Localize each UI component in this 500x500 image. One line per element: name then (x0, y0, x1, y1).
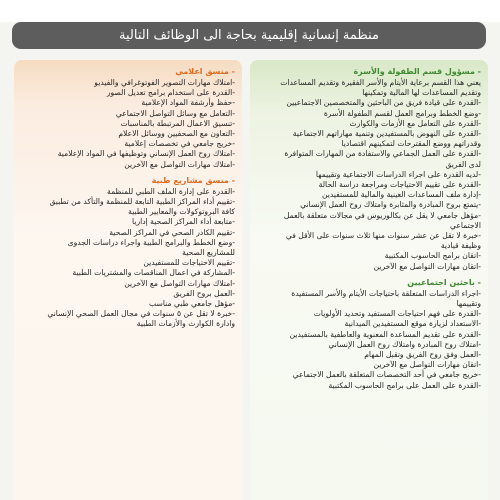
requirement-line: -إدارة ملف المساعدات العينية والمالية للمستفيدين (322, 190, 481, 200)
requirement-line: -متابعة أداء المراكز الصحية إداريا (132, 217, 235, 227)
requirement-line: -وضع الخطط والبرامج الطبية واجراء دراسات الجدوى (67, 237, 235, 247)
left-panel-content (14, 60, 242, 330)
requirement-line: -امتلاك مهارات التواصل مع الآخرين (124, 278, 235, 288)
requirement-line: -القدرة على التعامل مع الأزمات والكوارث (349, 118, 481, 128)
requirement-line: -المشاركة في اعمال المناقصات والمشتريات الطبية (72, 268, 235, 278)
requirement-line: -التعاون مع الصحفيين ووسائل الاعلام (118, 129, 235, 139)
requirement-line: -القدرة على قيادة فريق من الباحثين والمتخصصين الاجتماعيين (286, 98, 481, 108)
requirement-line: -امتلاك روح المبادرة وامتلاك روح العمل الإنساني (328, 339, 481, 349)
requirement-line: وظيفة قيادية (440, 241, 481, 251)
requirement-line: -مؤهل جامعي طبي مناسب (149, 299, 235, 309)
requirement-line: الاجتماعي (450, 220, 481, 230)
requirement-line: -خريج جامعي في تخصصات إعلامية (124, 139, 235, 149)
requirement-line: -حفظ وأرشفة المواد الإعلامية (141, 98, 235, 108)
requirement-line: -يتمتع بروح المبادرة والمثابرة وامتلاك روح العمل الإنساني (300, 200, 481, 210)
requirement-line: -وضع الخطط وبرامج العمل لقسم الطفولة الأسرة (323, 108, 481, 118)
job-title: - مسؤول قسم الطفولة والأسرة (353, 67, 481, 76)
requirement-line: وتقييمها (456, 299, 481, 309)
requirement-line: -التعامل مع وسائل التواصل الاجتماعي (115, 108, 235, 118)
requirement-line: -خريج جامعي في أحد التخصصات المتعلقة بالعمل الاجتماعي (292, 370, 481, 380)
requirement-line: -امتلاك روح العمل الإنساني وتوظيفها في المواد الإعلامية (57, 149, 235, 159)
requirement-line: لدى الفريق (445, 159, 481, 169)
job-title: - منسق اعلامي (175, 67, 235, 76)
requirement-line: -مؤهل جامعي لا يقل عن بكالوريوس في مجالات متعلقة بالعمل (283, 210, 481, 220)
left-panel (14, 60, 242, 500)
requirement-line: -امتلاك مهارات التواصل مع الآخرين (124, 159, 235, 169)
requirement-line: -العمل بروح الفريق (173, 288, 235, 298)
requirement-line: -خبرة لا تقل عن ٥ سنوات في مجال العمل الصحي الإنساني (47, 309, 235, 319)
requirement-line: -تنسيق الاعمال المرتبطة بالمناسبات (120, 118, 235, 128)
requirement-line: -خبرة لا تقل عن عشر سنوات منها ثلاث سنوات على الأقل في (285, 231, 481, 241)
requirement-line: -اتقان مهارات التواصل مع الآخرين (373, 261, 481, 271)
right-panel (250, 60, 488, 500)
requirement-line: -القدرة على تقييم الاحتياجات ومراجعة دراسة الحالة (318, 180, 481, 190)
requirement-line: -اجراء الدراسات المتعلقة باحتياجات الأيتام والأسر المستفيدة (291, 288, 481, 298)
right-panel-content (250, 60, 488, 391)
requirement-line: وادارة الكوارث والأزمات الطبية (136, 319, 235, 329)
requirement-line: -القدرة على فهم احتياجات المستفيد وتحديد الأولويات (313, 309, 481, 319)
requirement-line: -القدرة على العمل على برامج الحاسوب المكتبية (328, 380, 481, 390)
requirement-line: -العمل وفق روح الفريق وتقبل المهام (364, 350, 481, 360)
requirement-line: -تقييم الاحتياجات للمستفيدين (143, 258, 235, 268)
job-section (21, 175, 235, 330)
requirement-line: -تقييم الكادر الصحي في المراكز الصحية (109, 227, 235, 237)
requirement-line: -القدرة على استخدام برامج تعديل الصور (106, 88, 235, 98)
requirement-line: وتقديم المساعدات لها المالية وتمكينها (362, 88, 481, 98)
page-title: منظمة إنسانية إقليمية بحاجة الى الوظائف التالية (12, 22, 486, 49)
requirement-line: كافة البروتوكولات والمعايير الطبية (128, 207, 235, 217)
job-title: - باحثين اجتماعيين (407, 277, 481, 287)
top-strip (0, 0, 500, 22)
requirement-line: -امتلاك مهارات التصوير الفوتوغرافي والفيديو (94, 78, 235, 87)
requirement-line: -الاستعداد لزيارة موقع المستفيدين الميدانية (344, 319, 481, 329)
requirement-line: يعني هذا القسم برعاية الأيتام والأسر الفقيرة وتقديم المساعدات (280, 78, 481, 87)
requirement-line: -القدرة على تقديم المساعدة المعنوية والعاطفية بالمستفيدين (289, 329, 481, 339)
requirement-line: -تقييم أداء المراكز الطبية التابعة للمنظمة والتأكد من تطبيق (49, 197, 235, 207)
requirement-line: -اتقان برامج الحاسوب المكتبية (384, 251, 481, 261)
requirement-line: -القدرة على إدارة الملف الطبي للمنظمة (107, 186, 235, 196)
job-section (257, 277, 481, 391)
requirement-line: -لديه القدرة على اجراء الدراسات الاجتماعية وتقييمها (315, 169, 481, 179)
requirement-line: للمشاريع الصحية (182, 248, 235, 258)
requirement-line: وقدراتهم ووضع المقترحات لتمكينهم اقتصاديا (341, 139, 481, 149)
job-title: - منسق مشاريع طبية (151, 175, 235, 185)
requirement-line: -القدرة على العمل الجماعي والاستفادة من المهارات المتوافرة (284, 149, 481, 159)
job-section (21, 66, 235, 170)
requirement-line: -القدرة على النهوض بالمستفيدين وتنمية مهاراتهم الاجتماعية (292, 129, 481, 139)
requirement-line: -اتقان مهارات التواصل مع الآخرين (373, 360, 481, 370)
job-section (257, 66, 481, 272)
